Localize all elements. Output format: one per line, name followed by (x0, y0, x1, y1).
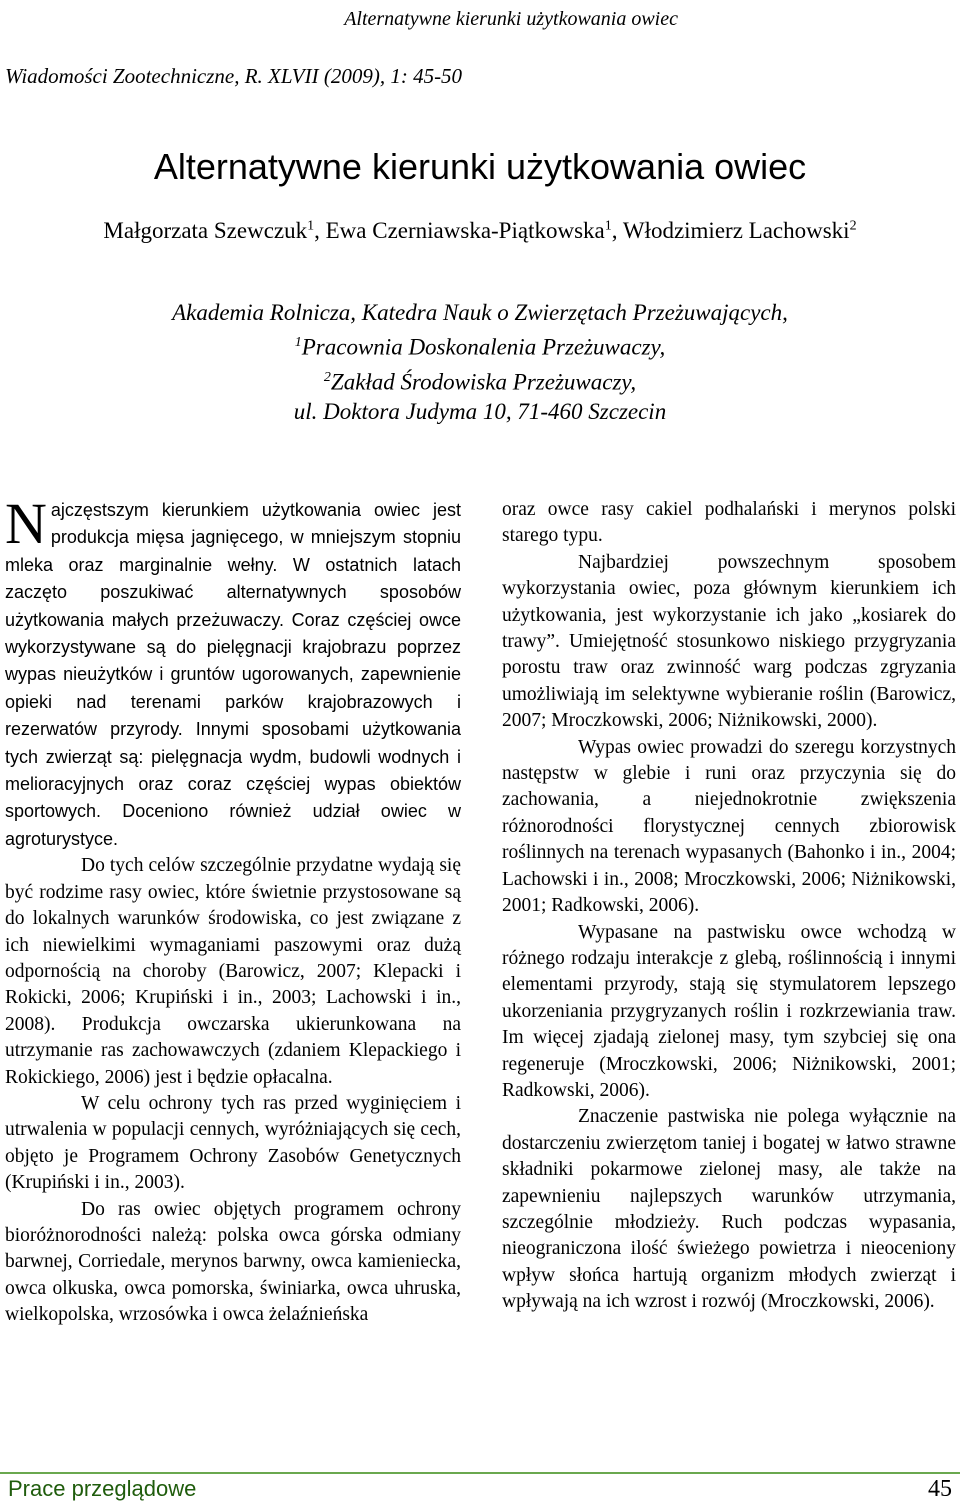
paragraph: Do ras owiec objętych programem ochrony bioróżnorodności należą: polska owca górska odmiany barwnej, Corriedale, merynos barwny, owca kamieniecka, owca olkuska, owca pomorska, świniarka, owca uhruska, wielkopolska, wrzosówka i owca żelaźnieńska (5, 1198, 461, 1326)
author-affiliation-mark: 1 (604, 218, 612, 234)
affiliation-text: Pracownia Doskonalenia Przeżuwaczy, (301, 334, 666, 360)
page-number: 45 (928, 1476, 952, 1502)
running-head: Alternatywne kierunki użytkowania owiec (344, 8, 678, 30)
paragraph: Wypasane na pastwisku owce wchodzą w różnego rodzaju interakcje z glebą, roślinnością i innymi elementami przyrody, stają się stymulatorem lepszego ukorzeniania przygryzanych roślin i rozkrzewiania traw. Im więcej zjadają zielonej masy, tym szybciej się ona regeneruje (Mroczkowski, 2006; Niżnikowski, 2001; Radkowski, 2006). (502, 921, 956, 1101)
paragraph: Znaczenie pastwiska nie polega wyłącznie na dostarczeniu zwierzętom taniej i bogatej w łatwo strawne składniki pokarmowe zielonej masy, ale także na zapewnieniu najlepszych warunków utrzymania, szczególnie młodzieży. Ruch podczas wypasania, nieograniczona ilość świeżego powietrza i nieoceniony wpływ słońca hartują organizm młodych zwierząt i wpływają na ich wzrost i rozwój (Mroczkowski, 2006). (502, 1106, 956, 1313)
paragraph-text: ajczęstszym kierunkiem użytkowania owiec jest produkcja mięsa jagnięcego, w mniejszym stopniu mleka oraz marginalnie wełny. W ostatnich latach zaczęto poszukiwać alternatywnych sposobów użytkowania małych przeżuwaczy. Coraz częściej owce wykorzystywane są do pielęgnacji krajobrazu poprzez wypas nieużytków i gruntów ugorowanych, zapewnienie opieki nad terenami parków krajobrazowych i rezerwatów przyrody. Innymi sposobami użytkowania tych zwierząt są: pielęgnacja wydm, budowli wodnych i melioracyjnych oraz coraz częściej wypas obiektów sportowych. Doceniono również udział owiec w agroturystyce. (5, 500, 461, 849)
author-name: Włodzimierz Lachowski (622, 218, 850, 243)
paragraph: oraz owce rasy cakiel podhalański i merynos polski starego typu. (502, 499, 956, 547)
journal-reference: Wiadomości Zootechniczne, R. XLVII (2009), 1: 45-50 (5, 64, 463, 88)
author-separator: , (314, 218, 326, 243)
affiliation-line (0, 363, 960, 398)
section-label: Prace przeglądowe (8, 1476, 197, 1501)
author-name: Małgorzata Szewczuk (103, 218, 308, 243)
author-separator: , (611, 218, 623, 243)
paragraph (5, 491, 461, 853)
affiliation-mark: 2 (323, 369, 331, 385)
paragraph: W celu ochrony tych ras przed wyginięciem i utrwalenia w populacji cennych, wyróżniających się cech, objęto je Programem Ochrony Zasobów Genetycznych (Krupiński i in., 2003). (5, 1092, 461, 1194)
paragraph: Wypas owiec prowadzi do szeregu korzystnych następstw w glebie i runi oraz przyczynia się do zachowania, a niejednokrotnie zwiększenia różnorodności florystycznej cennych zbiorowisk roślinnych na terenach wypasanych (Bahonko i in., 2004; Lachowski i in., 2008; Mroczkowski, 2006; Niżnikowski, 2001; Radkowski, 2006). (502, 736, 956, 917)
drop-cap: N (5, 491, 47, 556)
paragraph: Najbardziej powszechnym sposobem wykorzystania owiec, poza głównym kierunkiem ich użytkowania, jest wykorzystanie ich jako „kosiarek do trawy”. Umiejętność stosunkowo niskiego przygryzania porostu traw oraz zwinność warg podczas zgryzania umożliwiają im selektywne wybieranie roślin (Barowicz, 2007; Mroczkowski, 2006; Niżnikowski, 2000). (502, 551, 956, 732)
affiliation-mark: 1 (294, 335, 302, 350)
author-affiliation-mark: 2 (849, 218, 857, 234)
affiliation-line (0, 328, 960, 363)
affiliation-line: Akademia Rolnicza, Katedra Nauk o Zwierzętach Przeżuwających, (172, 300, 788, 325)
affiliation-text: Zakład Środowiska Przeżuwaczy, (330, 369, 637, 395)
author-affiliation-mark: 1 (307, 218, 315, 234)
affiliation-address: ul. Doktora Judyma 10, 71-460 Szczecin (293, 399, 667, 425)
article-title: Alternatywne kierunki użytkowania owiec (153, 146, 807, 187)
body-column-left (5, 491, 461, 1329)
affiliation-block (0, 298, 960, 427)
body-column-right (502, 497, 956, 1316)
paragraph: Do tych celów szczególnie przydatne wydają się być rodzime rasy owiec, które świetnie przystosowane są do lokalnych warunków środowiska, co jest związane z ich niewielkimi wymaganiami paszowymi oraz dużą odpornością na choroby (Barowicz, 2007; Klepacki i Rokicki, 2006; Krupiński i in., 2003; Lachowski i in., 2008). Produkcja owczarska ukierunkowana na utrzymanie ras zachowawczych (zdaniem Klepackiego i Rokickiego, 2006) jest i będzie opłacalna. (5, 855, 461, 1088)
author-list (0, 218, 960, 244)
author-name: Ewa Czerniawska-Piątkowska (325, 218, 605, 243)
